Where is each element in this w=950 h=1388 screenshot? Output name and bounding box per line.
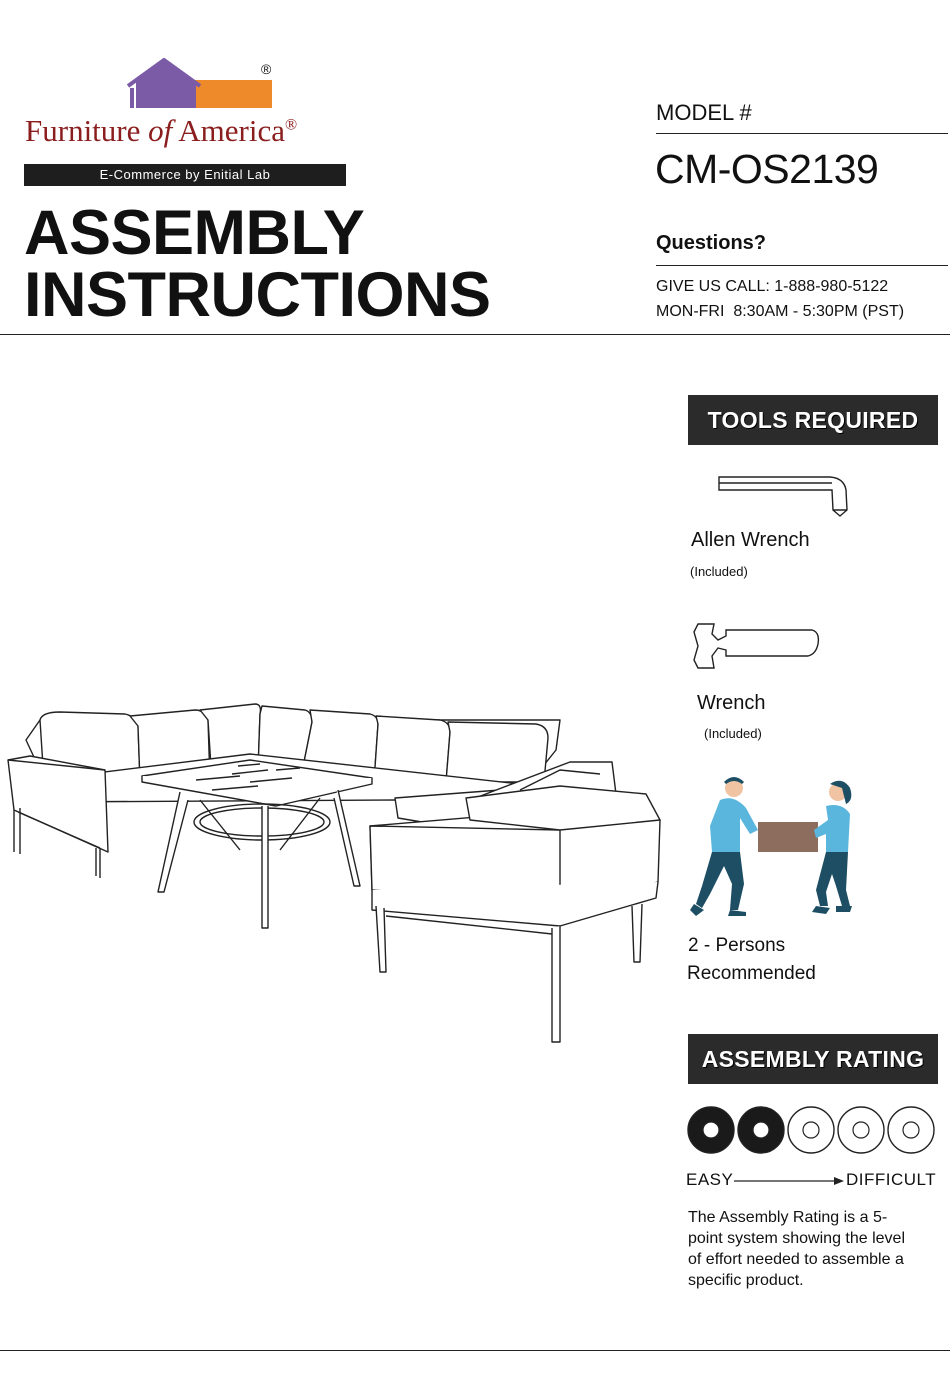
model-divider — [656, 133, 948, 134]
allen-wrench-icon — [716, 474, 852, 520]
model-label: MODEL # — [656, 100, 752, 125]
brand-name — [25, 113, 297, 149]
tool-allen-wrench-name: Allen Wrench — [691, 529, 810, 551]
rating-dot-filled — [738, 1107, 784, 1153]
phone-label: GIVE US CALL: — [656, 278, 770, 295]
brand-registered-mark: ® — [285, 116, 298, 134]
brand-name-part2: America — [172, 113, 286, 148]
rating-easy-label: EASY — [686, 1170, 734, 1189]
hours-line: MON-FRI 8:30AM - 5:30PM (PST) — [656, 303, 905, 320]
phone-line — [656, 278, 888, 296]
rating-scale — [686, 1170, 938, 1192]
questions-divider — [656, 265, 948, 266]
tool-wrench-note: (Included) — [704, 726, 762, 741]
wrench-icon — [692, 620, 822, 672]
patio-set-illustration — [0, 690, 670, 1050]
tool-wrench-name: Wrench — [697, 692, 766, 714]
brand-tagline-banner: E-Commerce by Enitial Lab — [24, 164, 346, 186]
persons-line1: 2 - Persons — [688, 935, 786, 956]
tool-allen-wrench-note: (Included) — [690, 564, 748, 579]
persons-line2: Recommended — [687, 963, 816, 984]
phone-number: 1-888-980-5122 — [774, 278, 889, 295]
brand-name-part1: Furniture — [25, 113, 149, 148]
brand-logo-mark — [126, 58, 276, 110]
rating-dot-empty — [788, 1107, 834, 1153]
header-divider — [0, 334, 950, 335]
assembly-rating-heading: ASSEMBLY RATING — [688, 1034, 938, 1084]
tools-required-heading: TOOLS REQUIRED — [688, 395, 938, 445]
rating-dot-empty — [888, 1107, 934, 1153]
model-number: CM-OS2139 — [655, 146, 879, 192]
rating-description: The Assembly Rating is a 5-point system showing the level of effort needed to assemble a specific product. — [688, 1209, 905, 1289]
assembly-rating-dots — [686, 1104, 938, 1156]
questions-heading: Questions? — [656, 232, 767, 254]
rating-arrow-icon — [734, 1174, 846, 1188]
title-line2: INSTRUCTIONS — [24, 260, 491, 330]
logo-registered-mark: ® — [261, 61, 272, 77]
rating-dot-empty — [838, 1107, 884, 1153]
brand-name-of: of — [148, 113, 173, 148]
rating-dot-filled — [688, 1107, 734, 1153]
footer-divider — [0, 1350, 950, 1351]
two-persons-carrying-icon — [686, 774, 882, 922]
title-line1: ASSEMBLY — [24, 198, 365, 268]
rating-difficult-label: DIFFICULT — [846, 1170, 937, 1189]
